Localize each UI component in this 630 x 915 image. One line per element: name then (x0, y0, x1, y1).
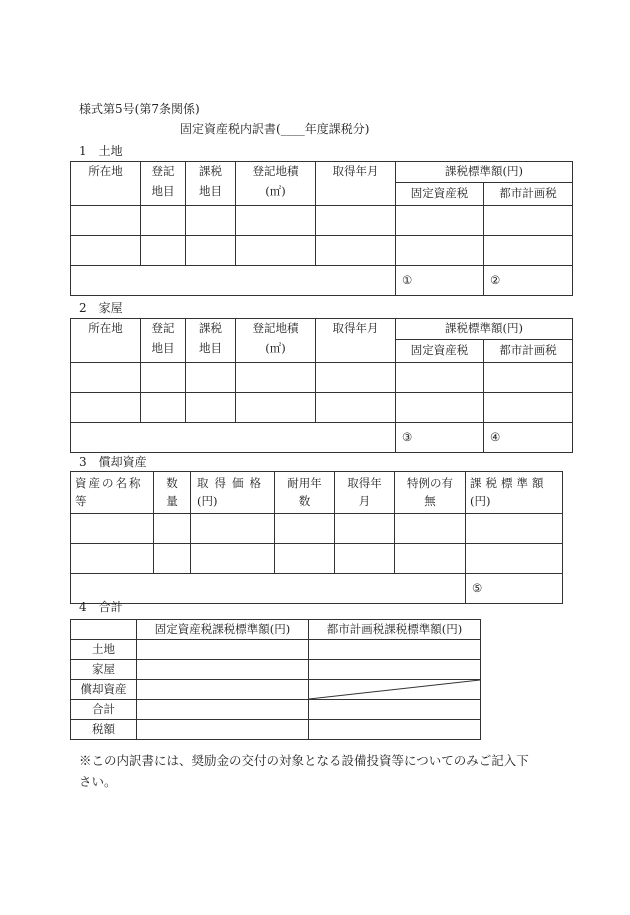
total-row-house: 家屋 (71, 660, 481, 680)
total-row-sum: 合計 (71, 700, 481, 720)
total-row-depreciable: 償却資産 (71, 680, 481, 700)
hdr-tax-std: 課税標準額 (円) (466, 472, 563, 514)
house-table (70, 318, 573, 453)
hdr-acq-price: 取得価格 (円) (191, 472, 275, 514)
hdr-tax-category: 課税 地目 (186, 162, 236, 206)
table-row (71, 514, 563, 544)
hdr-qty: 数 量 (154, 472, 191, 514)
hdr-fixed-std: 固定資産税課税標準額(円) (137, 620, 309, 640)
marker-4[interactable]: ④ (484, 423, 573, 453)
hdr-useful-life: 耐用年 数 (275, 472, 335, 514)
marker-1[interactable]: ① (396, 266, 484, 296)
hdr-asset-name: 資産の名称 等 (71, 472, 154, 514)
hdr-tax-std: 課税標準額(円) (396, 319, 573, 340)
hdr-city-tax: 都市計画税 (484, 340, 573, 363)
hdr-tax-std: 課税標準額(円) (396, 162, 573, 183)
hdr-location: 所在地 (71, 162, 141, 206)
hdr-city-tax: 都市計画税 (484, 183, 573, 206)
note-line-1: ※この内訳書には、奨励金の交付の対象となる設備投資等についてのみご記入下 (79, 753, 529, 768)
hdr-reg-category: 登記 地目 (141, 162, 186, 206)
title-prefix: 固定資産税内訳書( (180, 122, 281, 136)
hdr-fixed-tax: 固定資産税 (396, 340, 484, 363)
subtotal-row (71, 423, 573, 453)
table-row (71, 393, 573, 423)
depreciable-table (70, 471, 563, 604)
total-row-tax: 税額 (71, 720, 481, 740)
hdr-location: 所在地 (71, 319, 141, 363)
marker-5[interactable]: ⑤ (466, 574, 563, 604)
depreciable-header-row (71, 472, 563, 514)
hdr-tax-category: 課税 地目 (186, 319, 236, 363)
form-number: 様式第5号(第7条関係) (79, 102, 200, 116)
subtotal-row (71, 574, 563, 604)
land-table (70, 161, 573, 296)
hdr-reg-category: 登記 地目 (141, 319, 186, 363)
hdr-acq-year: 取得年月 (316, 319, 396, 363)
form-title (180, 123, 369, 135)
subtotal-row (71, 266, 573, 296)
section-house-label: 2 家屋 (79, 301, 123, 315)
section-land-label: 1 土地 (79, 144, 123, 158)
total-table (70, 619, 481, 740)
section-total-label: 4 合計 (79, 600, 123, 614)
hdr-acq-year: 取得年月 (316, 162, 396, 206)
note-line-2: さい。 (79, 774, 117, 789)
marker-3[interactable]: ③ (396, 423, 484, 453)
table-row (71, 206, 573, 236)
table-row (71, 236, 573, 266)
hdr-reg-area: 登記地積 (㎡) (236, 319, 316, 363)
table-row (71, 544, 563, 574)
section-depreciable-label: 3 償却資産 (79, 455, 147, 469)
hdr-city-std: 都市計画税課税標準額(円) (309, 620, 481, 640)
title-suffix: 年度課税分) (304, 122, 370, 136)
table-row (71, 363, 573, 393)
diagonal-slash-cell (309, 680, 481, 700)
hdr-special: 特例の有 無 (395, 472, 466, 514)
diagonal-slash (309, 680, 480, 699)
hdr-reg-area: 登記地積 (㎡) (236, 162, 316, 206)
hdr-acq-date: 取得年 月 (335, 472, 395, 514)
marker-2[interactable]: ② (484, 266, 573, 296)
total-row-land: 土地 (71, 640, 481, 660)
hdr-fixed-tax: 固定資産税 (396, 183, 484, 206)
title-blank: ____ (280, 122, 305, 136)
